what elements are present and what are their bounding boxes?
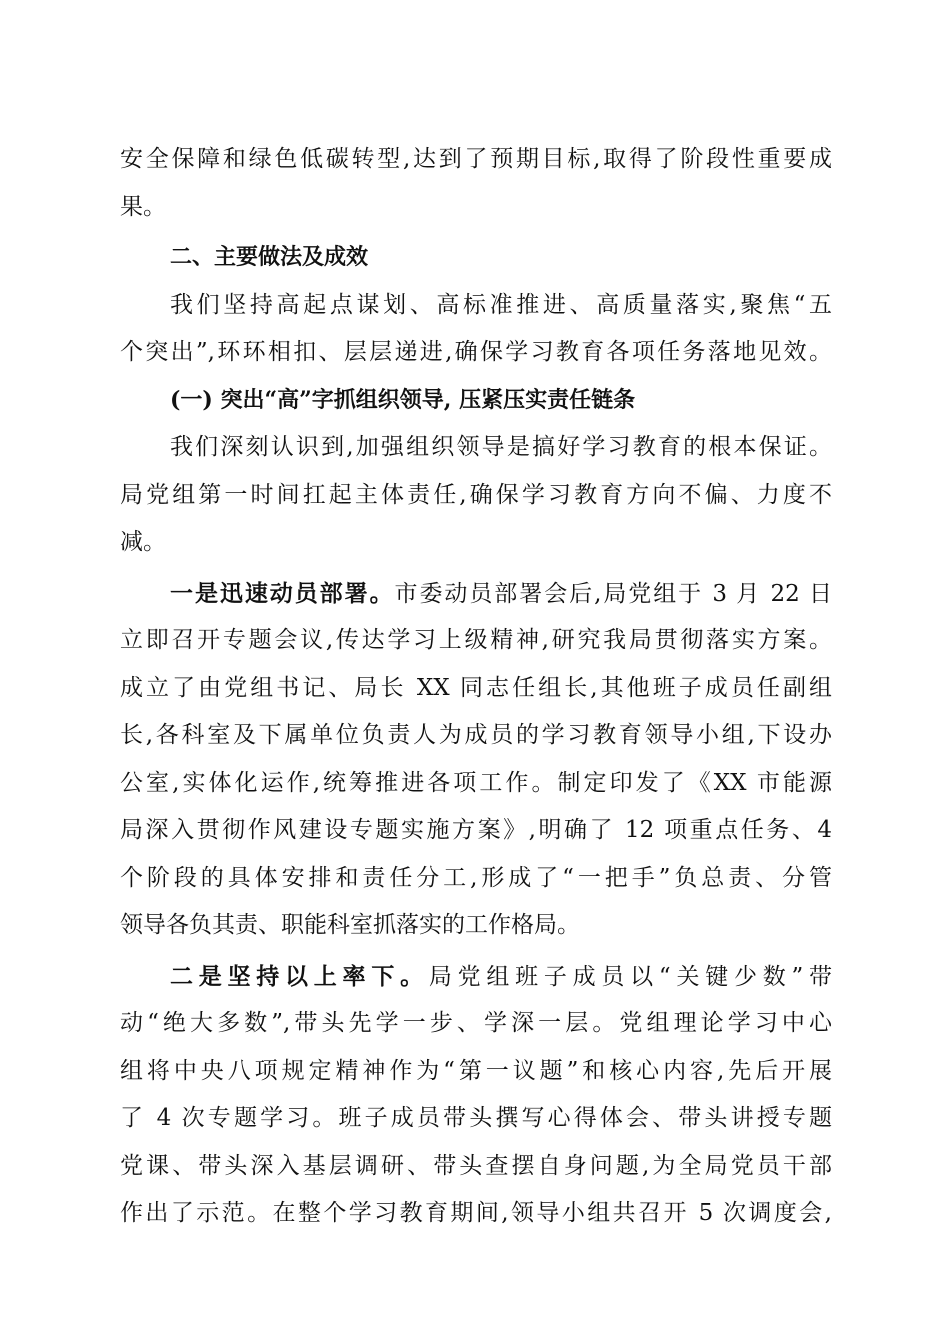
text-line: 组将中央八项规定精神作为“第一议题”和核心内容,先后开展: [120, 1057, 832, 1084]
text-line: 长,各科室及下属单位负责人为成员的学习教育领导小组,下设办: [120, 722, 832, 748]
text-line: 作出了示范。在整个学习教育期间,领导小组共召开 5 次调度会,: [120, 1200, 832, 1226]
text-line: 领导各负其责、职能科室抓落实的工作格局。: [120, 912, 580, 938]
section-heading: 二、主要做法及成效: [170, 245, 369, 270]
text-line: 个阶段的具体安排和责任分工,形成了“一把手”负总责、分管: [120, 864, 832, 891]
text-span: 市委动员部署会后,局党组于 3 月 22 日: [394, 580, 832, 607]
paragraph-first-line: [120, 570, 832, 618]
text-line: 我们深刻认识到,加强组织领导是搞好学习教育的根本保证。: [170, 434, 832, 460]
text-line: 我们坚持高起点谋划、高标准推进、高质量落实,聚焦“五: [170, 291, 832, 318]
text-line: 局深入贯彻作风建设专题实施方案》,明确了 12 项重点任务、4: [120, 817, 832, 843]
text-line: 果。: [120, 193, 166, 220]
paragraph-lead: 二是坚持以上率下。: [170, 962, 429, 990]
subsection-heading: (一) 突出“高”字抓组织领导, 压紧压实责任链条: [170, 386, 636, 413]
text-line: 动“绝大多数”,带头先学一步、学深一层。党组理论学习中心: [120, 1010, 832, 1036]
text-line: 减。: [120, 529, 166, 555]
text-line: 局党组第一时间扛起主体责任,确保学习教育方向不偏、力度不: [120, 481, 832, 508]
paragraph-lead: 一是迅速动员部署。: [170, 579, 395, 607]
text-line: 了 4 次专题学习。班子成员带头撰写心得体会、带头讲授专题: [120, 1105, 832, 1131]
text-line: 立即召开专题会议,传达学习上级精神,研究我局贯彻落实方案。: [120, 627, 832, 653]
paragraph-first-line: [120, 953, 832, 1001]
text-line: 个突出”,环环相扣、层层递进,确保学习教育各项任务落地见效。: [120, 339, 832, 365]
text-span: 局党组班子成员以“关键少数”带: [428, 963, 832, 990]
text-line: 公室,实体化运作,统筹推进各项工作。制定印发了《XX 市能源: [120, 769, 832, 796]
text-line: 安全保障和绿色低碳转型,达到了预期目标,取得了阶段性重要成: [120, 146, 832, 172]
text-line: 成立了由党组书记、局长 XX 同志任组长,其他班子成员任副组: [120, 674, 832, 701]
text-line: 党课、带头深入基层调研、带头查摆自身问题,为全局党员干部: [120, 1152, 832, 1179]
document-body: [120, 136, 832, 1238]
